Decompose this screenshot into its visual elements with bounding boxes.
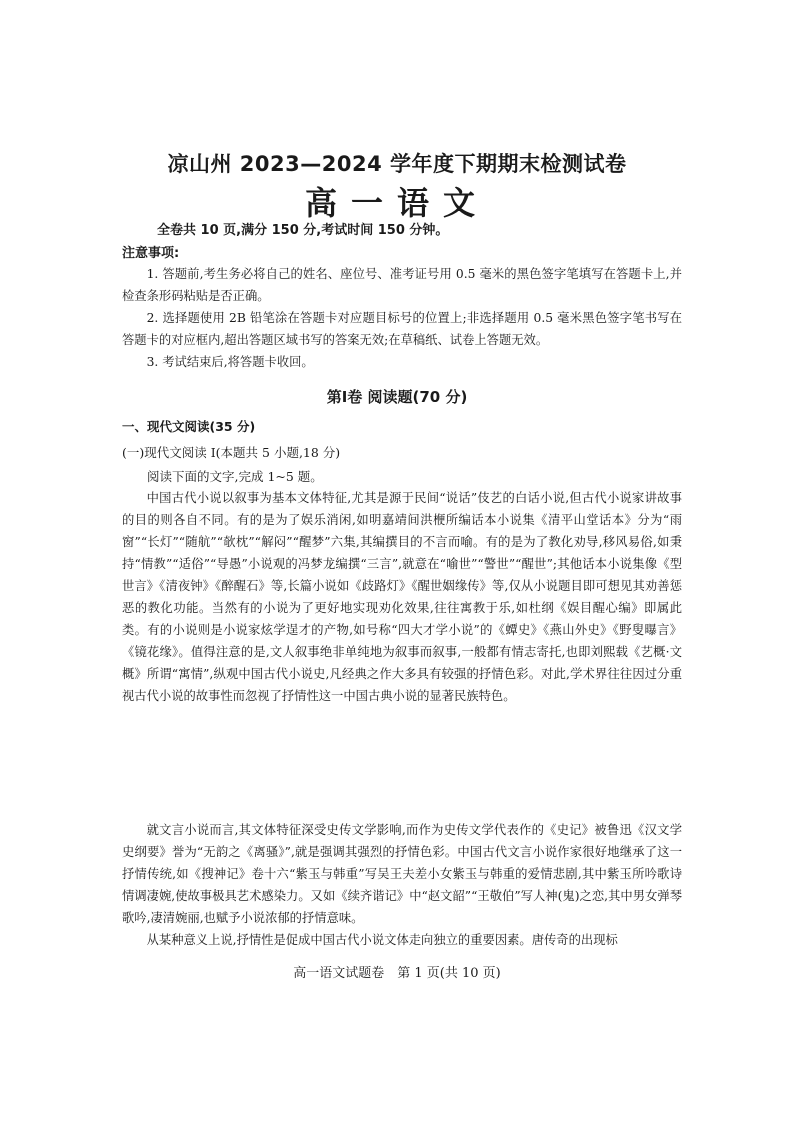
exam-meta: 全卷共 10 页,满分 150 分,考试时间 150 分钟。 — [157, 223, 449, 238]
notice-item-1: 1. 答题前,考生务必将自己的姓名、座位号、准考证号用 0.5 毫米的黑色签字笔填写在答题卡上,并检查条形码粘贴是否正确。 — [122, 267, 682, 303]
reading-instruction: 阅读下面的文字,完成 1~5 题。 — [147, 469, 323, 484]
passage-paragraph-3: 从某种意义上说,抒情性是促成中国古代小说文体走向独立的重要因素。唐传奇的出现标 — [146, 933, 618, 947]
passage-paragraph-2: 就文言小说而言,其文体特征深受史传文学影响,而作为史传文学代表作的《史记》被鲁迅《汉文学史纲要》誉为“无韵之《离骚》”,就是强调其强烈的抒情色彩。中国古代文言小说作家很好地继承了这一抒情传统,如《搜神记》卷十六“紫玉与韩重”写吴王夫差小女紫玉与韩重的爱情悲剧,其中紫玉所吟歌诗情调凄婉,使故事极具艺术感染力。又如《续齐谐记》中“赵文韶”“王敬伯”写人神(鬼)之恋,其中男女弹琴歌吟,凄清婉丽,也赋予小说浓郁的抒情意味。 — [122, 823, 682, 925]
page-footer: 高一语文试题卷 第 1 页(共 10 页) — [293, 966, 501, 981]
notice-item-2: 2. 选择题使用 2B 铅笔涂在答题卡对应题目标号的位置上;非选择题用 0.5 毫米黑色签字笔书写在答题卡的对应框内,超出答题区域书写的答案无效;在草稿纸、试卷上答题无效。 — [122, 311, 682, 347]
notice-heading: 注意事项: — [122, 246, 180, 261]
subject-title: 高一语文 — [304, 184, 489, 222]
section-heading: 第Ⅰ卷 阅读题(70 分) — [326, 388, 468, 406]
part-heading: 一、现代文阅读(35 分) — [122, 419, 256, 434]
exam-title: 凉山州 2023—2024 学年度下期期末检测试卷 — [167, 152, 627, 176]
notice-item-3: 3. 考试结束后,将答题卡收回。 — [146, 355, 314, 369]
passage-paragraph-1: 中国古代小说以叙事为基本文体特征,尤其是源于民间“说话”伎艺的白话小说,但古代小说家讲故事的目的则各自不同。有的是为了娱乐消闲,如明嘉靖间洪楩所编话本小说集《清平山堂话本》分为“雨窗”“长灯”“随航”“欹枕”“解闷”“醒梦”六集,其编撰目的不言而喻。有的是为了教化劝导,移风易俗,如秉持“情教”“适俗”“导愚”小说观的冯梦龙编撰“三言”,就意在“喻世”“警世”“醒世”;其他话本小说集像《型世言》《清夜钟》《醉醒石》等,长篇小说如《歧路灯》《醒世姻缘传》等,仅从小说题目即可想见其劝善惩恶的教化功能。当然有的小说为了更好地实现劝化效果,往往寓教于乐,如杜纲《娱目醒心编》即属此类。有的小说则是小说家炫学逞才的产物,如号称“四大才学小说”的《蟫史》《燕山外史》《野叟曝言》《镜花缘》。值得注意的是,文人叙事绝非单纯地为叙事而叙事,一般都有情志寄托,也即刘熙载《艺概·文概》所谓“寓情”,纵观中国古代小说史,凡经典之作大多具有较强的抒情色彩。对此,学术界往往因过分重视古代小说的故事性而忽视了抒情性这一中国古典小说的显著民族特色。 — [122, 491, 682, 703]
sub-part-heading: (一)现代文阅读 I(本题共 5 小题,18 分) — [122, 445, 341, 460]
